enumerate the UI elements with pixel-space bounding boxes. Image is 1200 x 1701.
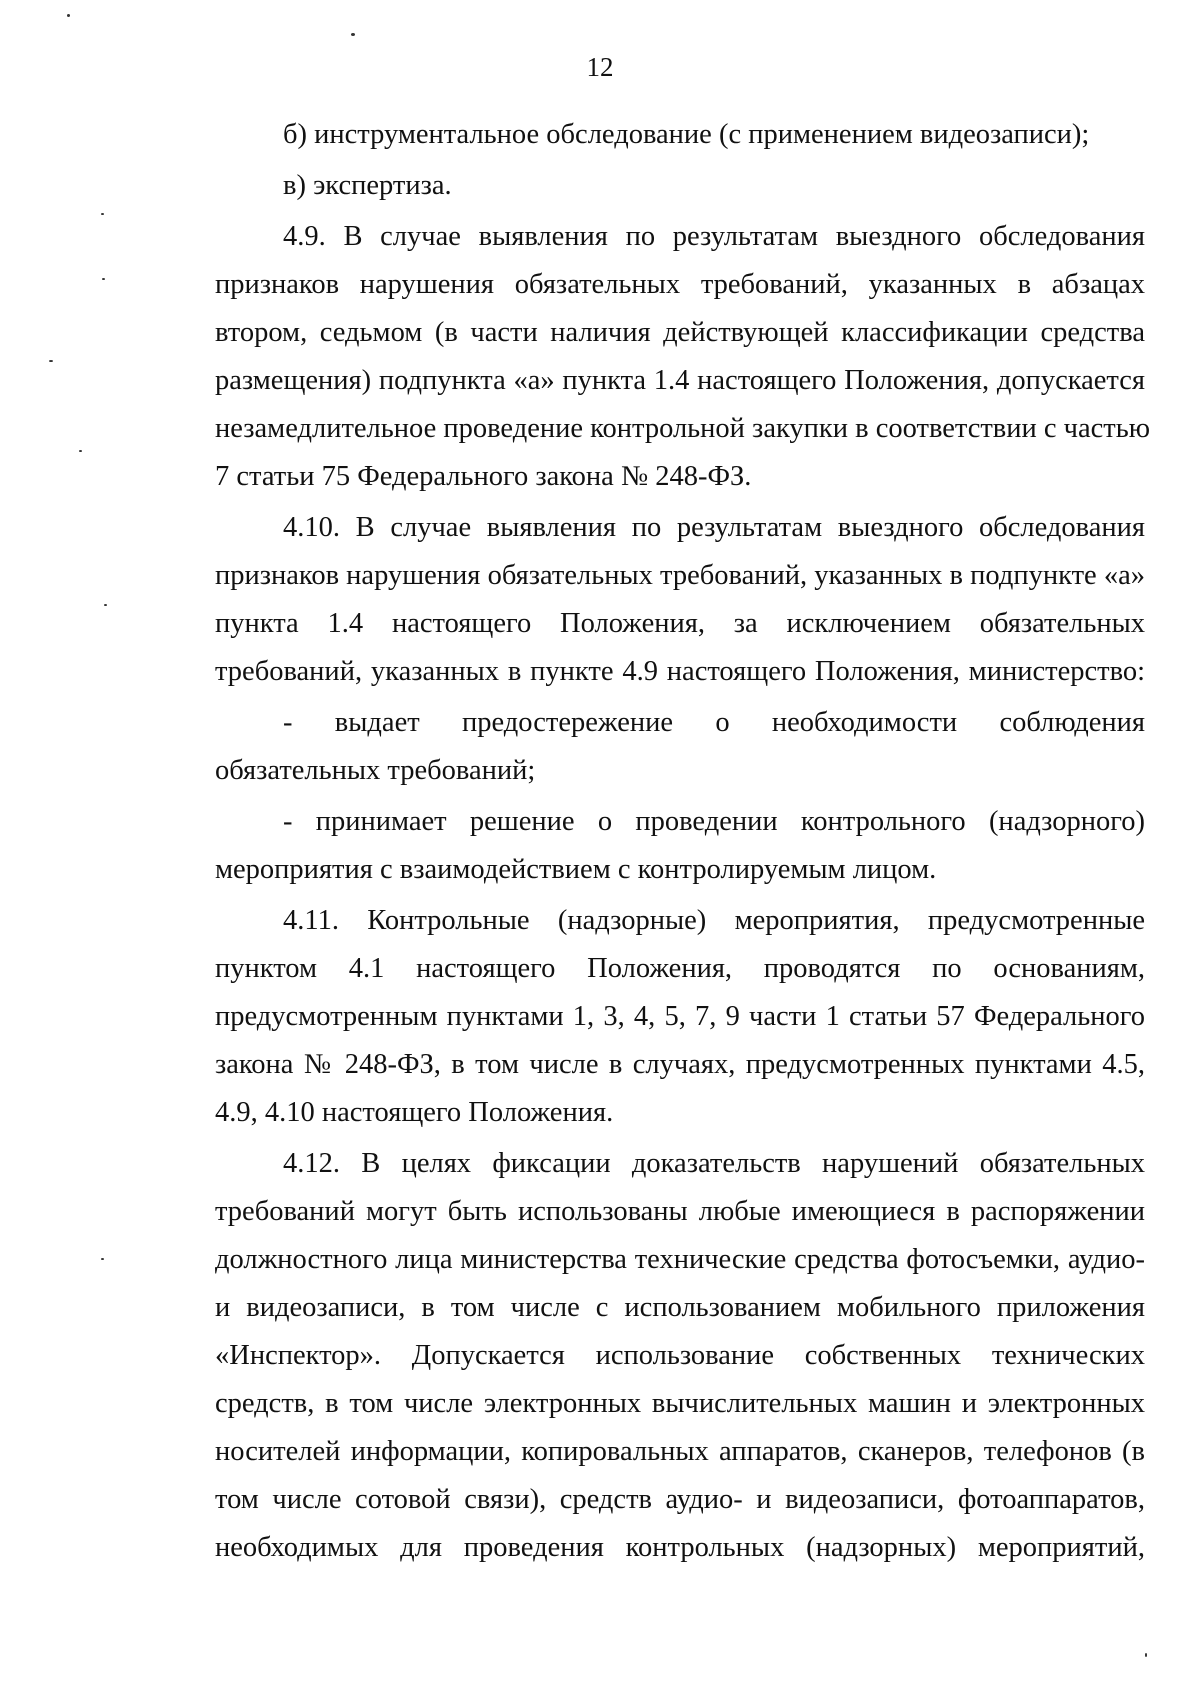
text-line: «Инспектор». Допускается использование собственных технических xyxy=(215,1340,1145,1371)
paragraph-p-4-9 xyxy=(215,213,1151,501)
paragraph-p-4-12 xyxy=(215,1140,1145,1572)
text-line: и видеозаписи, в том числе с использованием мобильного приложения xyxy=(215,1292,1145,1323)
scan-speck xyxy=(49,360,53,362)
paragraph-p-4-10 xyxy=(215,504,1145,696)
scan-speck xyxy=(351,33,355,36)
paragraph-p-dash-2 xyxy=(215,798,1145,894)
scan-speck xyxy=(101,1258,104,1260)
text-line: 4.9, 4.10 настоящего Положения. xyxy=(215,1097,614,1128)
paragraph-p-4-11 xyxy=(215,897,1145,1137)
document-body xyxy=(215,111,1151,1572)
text-line: требований, указанных в пункте 4.9 настоящего Положения, министерство: xyxy=(215,656,1145,687)
scan-speck xyxy=(102,278,105,280)
page-number: 12 xyxy=(586,52,614,82)
text-line: необходимых для проведения контрольных (надзорных) мероприятий, xyxy=(215,1532,1145,1563)
text-line: 4.9. В случае выявления по результатам выездного обследования xyxy=(283,221,1145,252)
text-line: обязательных требований; xyxy=(215,755,536,786)
text-line: средств, в том числе электронных вычислительных машин и электронных xyxy=(215,1388,1145,1419)
text-line: пункта 1.4 настоящего Положения, за исключением обязательных xyxy=(215,608,1145,639)
text-line: мероприятия с взаимодействием с контролируемым лицом. xyxy=(215,854,937,885)
text-line: должностного лица министерства технические средства фотосъемки, аудио- xyxy=(215,1244,1145,1275)
text-line: - выдает предостережение о необходимости соблюдения xyxy=(283,707,1145,738)
scan-speck xyxy=(79,450,82,452)
text-line: - принимает решение о проведении контрольного (надзорного) xyxy=(283,806,1145,837)
text-line: незамедлительное проведение контрольной закупки в соответствии с частью xyxy=(215,413,1151,444)
text-line: 4.10. В случае выявления по результатам выездного обследования xyxy=(283,512,1145,543)
text-line: в) экспертиза. xyxy=(283,170,452,201)
text-line: пунктом 4.1 настоящего Положения, проводятся по основаниям, xyxy=(215,953,1145,984)
text-line: носителей информации, копировальных аппаратов, сканеров, телефонов (в xyxy=(215,1436,1145,1467)
text-line: признаков нарушения обязательных требований, указанных в подпункте «а» xyxy=(215,560,1145,591)
paragraph-p-v xyxy=(215,162,1145,210)
text-line: 4.12. В целях фиксации доказательств нарушений обязательных xyxy=(283,1148,1145,1179)
text-line: закона № 248-ФЗ, в том числе в случаях, предусмотренных пунктами 4.5, xyxy=(215,1049,1145,1080)
scan-speck xyxy=(67,14,70,17)
scan-speck xyxy=(1145,1653,1147,1657)
paragraph-p-b xyxy=(215,111,1145,159)
text-line: 7 статьи 75 Федерального закона № 248-ФЗ. xyxy=(215,461,752,492)
text-line: требований могут быть использованы любые имеющиеся в распоряжении xyxy=(215,1196,1145,1227)
text-line: том числе сотовой связи), средств аудио- и видеозаписи, фотоаппаратов, xyxy=(215,1484,1145,1515)
scan-speck xyxy=(104,604,107,606)
text-line: признаков нарушения обязательных требований, указанных в абзацах xyxy=(215,269,1145,300)
paragraph-p-dash-1 xyxy=(215,699,1145,795)
text-line: 4.11. Контрольные (надзорные) мероприятия, предусмотренные xyxy=(283,905,1145,936)
text-line: размещения) подпункта «а» пункта 1.4 настоящего Положения, допускается xyxy=(215,365,1145,396)
scan-speck xyxy=(101,213,104,215)
text-line: втором, седьмом (в части наличия действующей классификации средства xyxy=(215,317,1145,348)
text-line: предусмотренным пунктами 1, 3, 4, 5, 7, 9 части 1 статьи 57 Федерального xyxy=(215,1001,1145,1032)
text-line: б) инструментальное обследование (с применением видеозаписи); xyxy=(283,119,1090,150)
